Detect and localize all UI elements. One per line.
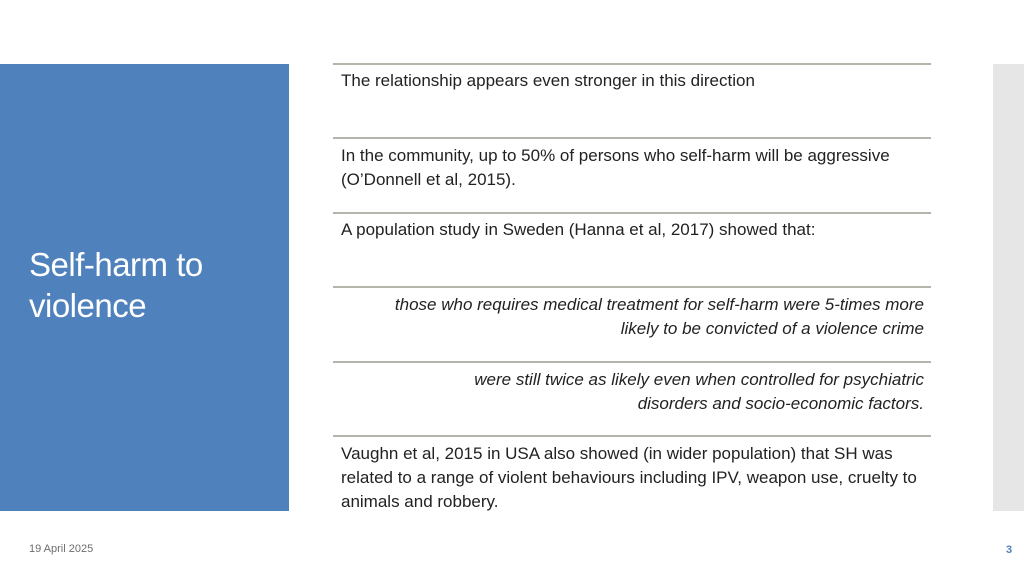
divider: [333, 435, 931, 437]
list-item: The relationship appears even stronger in this direction: [341, 71, 755, 90]
divider: [333, 137, 931, 139]
list-item: In the community, up to 50% of persons who self-harm will be aggressive (O’Donnell et al, 2015).: [341, 146, 890, 189]
divider: [333, 361, 931, 363]
divider: [333, 286, 931, 288]
slide-title: Self-harm to violence: [29, 246, 203, 324]
page-number: 3: [1006, 544, 1013, 556]
divider: [333, 212, 931, 214]
list-item: Vaughn et al, 2015 in USA also showed (in wider population) that SH was related to a range of violent behaviours including IPV, weapon use, cruelty to animals and robbery.: [341, 444, 917, 511]
footer-date: 19 April 2025: [29, 543, 94, 555]
divider: [333, 63, 931, 65]
list-item: A population study in Sweden (Hanna et al, 2017) showed that:: [341, 220, 816, 239]
list-item: were still twice as likely even when controlled for psychiatric disorders and socio-economic factors.: [474, 370, 924, 413]
list-item: those who requires medical treatment for self-harm were 5-times more likely to be convicted of a violence crime: [394, 295, 924, 338]
side-strip: [993, 64, 1024, 511]
content-list: [333, 63, 931, 512]
